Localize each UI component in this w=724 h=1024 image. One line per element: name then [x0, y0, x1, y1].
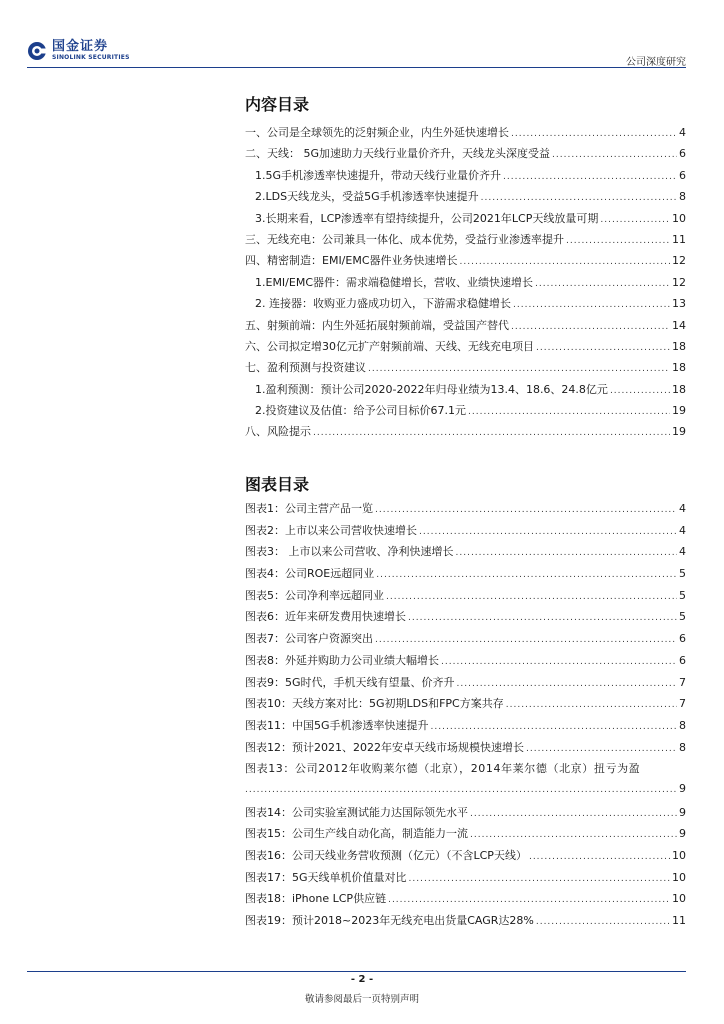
dot-leader — [376, 570, 677, 580]
toc-entry[interactable] — [245, 423, 686, 444]
entry-text: 图表6：近年来研发费用快速增长 — [245, 610, 406, 624]
figure-entry[interactable] — [245, 760, 686, 782]
figure-entry[interactable] — [245, 804, 686, 826]
entry-page: 5 — [679, 567, 686, 581]
toc-entry[interactable] — [245, 210, 686, 231]
entry-text: 1.盈利预测：预计公司2020-2022年归母业绩为13.4、18.6、24.8亿元 — [255, 382, 608, 396]
entry-text: 1.EMI/EMC器件：需求端稳健增长，营收、业绩快速增长 — [255, 275, 534, 289]
logo-mark-icon — [27, 41, 47, 61]
entry-page: 8 — [679, 190, 686, 204]
toc-entry[interactable] — [245, 252, 686, 273]
figure-entry[interactable] — [245, 587, 686, 609]
dot-leader — [375, 505, 677, 515]
entry-text: 五、射频前端：内生外延拓展射频前端，受益国产替代 — [245, 318, 509, 332]
entry-text: 图表9：5G时代，手机天线有望量、价齐升 — [245, 675, 455, 689]
dot-leader — [529, 852, 670, 862]
dot-leader — [535, 279, 670, 289]
entry-text: 2.LDS天线龙头，受益5G手机渗透率快速提升 — [255, 190, 479, 204]
toc-entry[interactable] — [245, 295, 686, 316]
dot-leader — [468, 407, 670, 417]
entry-page: 12 — [672, 254, 686, 268]
figure-entry[interactable] — [245, 825, 686, 847]
entry-text: 1.5G手机渗透率快速提升，带动天线行业量价齐升 — [255, 168, 502, 182]
entry-page: 6 — [679, 147, 686, 161]
dot-leader — [457, 679, 677, 689]
toc-entry[interactable] — [245, 274, 686, 295]
dot-leader — [470, 830, 677, 840]
entry-page: 18 — [672, 339, 686, 353]
figure-entry[interactable] — [245, 717, 686, 739]
figure-entry[interactable] — [245, 912, 686, 934]
toc-entry[interactable] — [245, 381, 686, 402]
figure-entry[interactable] — [245, 890, 686, 912]
entry-text: 图表15：公司生产线自动化高，制造能力一流 — [245, 827, 468, 841]
entry-text: 图表17：5G天线单机价值量对比 — [245, 870, 407, 884]
entry-page: 19 — [672, 404, 686, 418]
entry-page: 4 — [679, 523, 686, 537]
figures-list — [245, 500, 686, 934]
dot-leader — [313, 428, 670, 438]
entry-text: 图表7：公司客户资源突出 — [245, 632, 373, 646]
dot-leader — [526, 744, 677, 754]
figure-entry[interactable] — [245, 565, 686, 587]
entry-page: 8 — [679, 718, 686, 732]
entry-text: 图表14：公司实验室测试能力达国际领先水平 — [245, 805, 468, 819]
entry-page: 8 — [679, 740, 686, 754]
entry-page: 10 — [672, 892, 686, 906]
figure-entry[interactable] — [245, 652, 686, 674]
footer-divider — [27, 971, 686, 972]
entry-text: 图表11：中国5G手机渗透率快速提升 — [245, 718, 429, 732]
contents-list — [245, 124, 686, 445]
dot-leader — [408, 613, 677, 623]
figures-title: 图表目录 — [245, 475, 310, 494]
dot-leader — [368, 364, 670, 374]
figure-entry[interactable] — [245, 695, 686, 717]
entry-text: 图表2：上市以来公司营收快速增长 — [245, 523, 417, 537]
entry-page: 11 — [672, 232, 686, 246]
toc-entry[interactable] — [245, 145, 686, 166]
entry-text: 图表16：公司天线业务营收预测（亿元）（不含LCP天线） — [245, 849, 527, 862]
entry-text: 3.长期来看，LCP渗透率有望持续提升，公司2021年LCP天线放量可期 — [255, 211, 599, 225]
figure-entry[interactable] — [245, 869, 686, 891]
entry-text: 七、盈利预测与投资建议 — [245, 361, 366, 375]
entry-page: 18 — [672, 382, 686, 396]
dot-leader — [511, 129, 677, 139]
entry-page: 18 — [672, 361, 686, 375]
report-category: 公司深度研究 — [626, 57, 686, 68]
figure-entry-continued — [245, 782, 686, 804]
dot-leader — [456, 548, 678, 558]
dot-leader — [552, 150, 677, 160]
entry-text: 2. 连接器：收购亚力盛成功切入，下游需求稳健增长 — [255, 297, 511, 311]
entry-text: 图表3： 上市以来公司营收、净利快速增长 — [245, 545, 454, 559]
figure-entry[interactable] — [245, 630, 686, 652]
entry-text: 图表13：公司2012年收购莱尔德（北京），2014年莱尔德（北京）扭亏为盈 — [245, 762, 641, 776]
entry-page: 5 — [679, 588, 686, 602]
entry-page: 10 — [672, 849, 686, 862]
dot-leader — [610, 386, 670, 396]
dot-leader — [419, 527, 677, 537]
entry-text: 图表1：公司主营产品一览 — [245, 502, 373, 515]
entry-text: 图表10：天线方案对比：5G初期LDS和FPC方案共存 — [245, 697, 504, 711]
entry-text: 图表18：iPhone LCP供应链 — [245, 892, 387, 906]
toc-entry[interactable] — [245, 231, 686, 252]
entry-text: 三、无线充电：公司兼具一体化、成本优势，受益行业渗透率提升 — [245, 232, 564, 246]
entry-text: 一、公司是全球领先的泛射频企业，内生外延快速增长 — [245, 126, 509, 139]
entry-page: 9 — [679, 827, 686, 841]
toc-entry[interactable] — [245, 338, 686, 359]
figure-entry[interactable] — [245, 674, 686, 696]
figure-entry[interactable] — [245, 739, 686, 761]
entry-text: 八、风险提示 — [245, 425, 311, 439]
header-divider — [27, 67, 686, 68]
entry-text: 二、天线： 5G加速助力天线行业量价齐升，天线龙头深度受益 — [245, 147, 551, 161]
dot-leader — [506, 700, 677, 710]
dot-leader — [503, 172, 677, 182]
entry-page: 13 — [672, 297, 686, 311]
dot-leader — [388, 895, 670, 905]
dot-leader — [511, 322, 670, 332]
dot-leader — [470, 809, 677, 819]
dot-leader — [536, 917, 670, 927]
entry-page: 10 — [672, 870, 686, 884]
entry-page: 4 — [679, 126, 686, 139]
entry-text: 图表12：预计2021、2022年安卓天线市场规模快速增长 — [245, 740, 524, 754]
entry-page: 9 — [679, 781, 686, 795]
logo-chinese: 国金证券 — [52, 39, 109, 54]
entry-page: 4 — [679, 502, 686, 515]
entry-page: 19 — [672, 425, 686, 439]
entry-page: 6 — [679, 632, 686, 646]
toc-entry[interactable] — [245, 317, 686, 338]
entry-text: 图表4：公司ROE远超同业 — [245, 567, 375, 581]
figure-entry[interactable] — [245, 500, 686, 522]
entry-page: 7 — [679, 697, 686, 711]
dot-leader — [431, 722, 677, 732]
entry-page: 6 — [679, 168, 686, 182]
dot-leader — [386, 592, 677, 602]
dot-leader — [600, 215, 670, 225]
dot-leader — [536, 343, 670, 353]
toc-entry[interactable] — [245, 124, 686, 145]
dot-leader — [481, 193, 677, 203]
entry-page: 10 — [672, 211, 686, 225]
entry-text: 图表5：公司净利率远超同业 — [245, 588, 384, 602]
toc-entry[interactable] — [245, 359, 686, 380]
entry-page: 12 — [672, 275, 686, 289]
entry-page: 11 — [672, 914, 686, 928]
entry-page: 7 — [679, 675, 686, 689]
entry-text: 图表8：外延并购助力公司业绩大幅增长 — [245, 653, 439, 667]
disclaimer-note: 敬请参阅最后一页特别声明 — [304, 994, 419, 1005]
dot-leader — [566, 236, 670, 246]
dot-leader — [245, 785, 677, 795]
logo-english: SINOLINK SECURITIES — [52, 54, 130, 61]
toc-entry[interactable] — [245, 402, 686, 423]
page-number: - 2 - — [350, 974, 374, 985]
dot-leader — [441, 657, 677, 667]
dot-leader — [513, 300, 670, 310]
figure-entry[interactable] — [245, 608, 686, 630]
entry-page: 9 — [679, 805, 686, 819]
entry-page: 14 — [672, 318, 686, 332]
entry-text: 图表19：预计2018~2023年无线充电出货量CAGR达28% — [245, 914, 534, 928]
company-logo — [27, 40, 130, 62]
entry-page: 6 — [679, 653, 686, 667]
figure-entry[interactable] — [245, 543, 686, 565]
contents-title: 内容目录 — [245, 95, 310, 114]
toc-entry[interactable] — [245, 167, 686, 188]
entry-page: 5 — [679, 610, 686, 624]
entry-text: 2.投资建议及估值：给予公司目标价67.1元 — [255, 404, 466, 418]
figure-entry[interactable] — [245, 847, 686, 869]
dot-leader — [375, 635, 677, 645]
entry-page: 4 — [679, 545, 686, 559]
entry-text: 六、公司拟定增30亿元扩产射频前端、天线、无线充电项目 — [245, 339, 534, 353]
toc-entry[interactable] — [245, 188, 686, 209]
figure-entry[interactable] — [245, 522, 686, 544]
entry-text: 四、精密制造：EMI/EMC器件业务快速增长 — [245, 254, 458, 268]
dot-leader — [409, 874, 670, 884]
dot-leader — [460, 257, 670, 267]
page-header — [0, 0, 724, 72]
